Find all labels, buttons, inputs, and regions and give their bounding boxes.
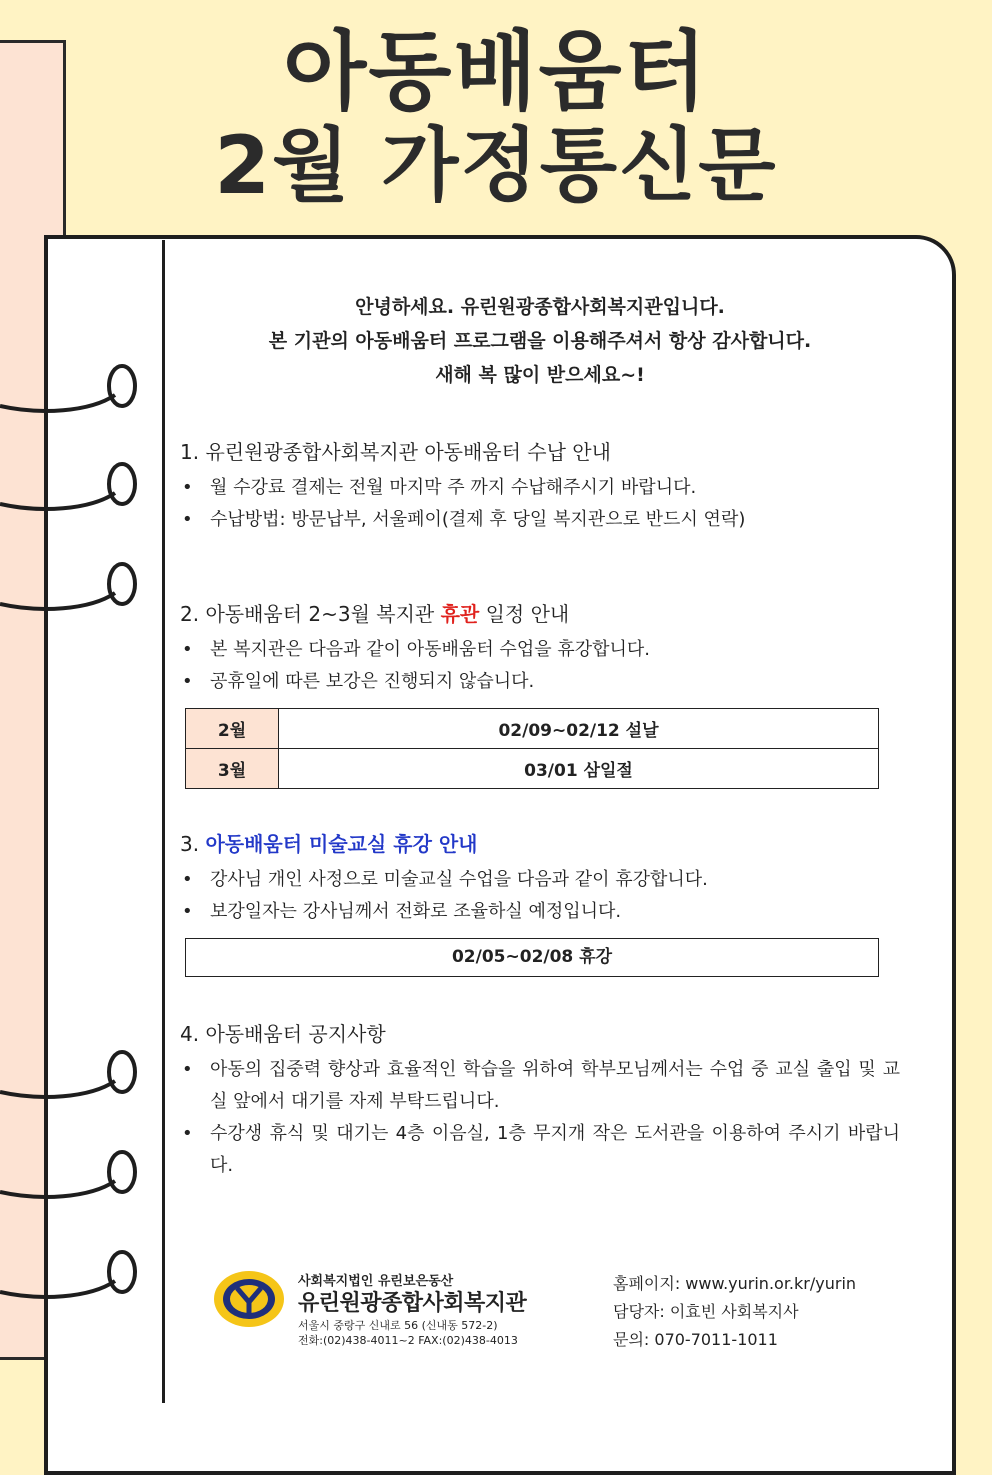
table-cell-month: 3월 — [186, 749, 279, 789]
section-art-class — [180, 830, 900, 928]
greeting-line3: 새해 복 많이 받으세요~! — [435, 364, 645, 386]
spiral-rings — [0, 0, 160, 1403]
homepage: 홈페이지: www.yurin.or.kr/yurin — [613, 1274, 857, 1293]
section-closure — [180, 600, 900, 698]
section3-title: 3. 아동배움터 미술교실 휴강 안내 — [180, 832, 478, 856]
spiral-ring-icon — [0, 1252, 135, 1297]
art-class-highlight: 아동배움터 미술교실 휴강 안내 — [205, 832, 478, 856]
list-item: • 공휴일에 따른 보강은 진행되지 않습니다. — [180, 666, 900, 698]
table-cell-detail: 03/01 삼일절 — [279, 749, 879, 789]
table-row — [186, 709, 879, 749]
inquiry-phone: 문의: 070-7011-1011 — [613, 1330, 778, 1349]
margin-line — [162, 240, 165, 1403]
manager: 담당자: 이효빈 사회복지사 — [613, 1302, 799, 1321]
table-cell-detail: 02/09~02/12 설날 — [279, 709, 879, 749]
greeting-line2: 본 기관의 아동배움터 프로그램을 이용해주셔서 항상 감사합니다. — [268, 330, 812, 352]
greeting-line1: 안녕하세요. 유린원광종합사회복지관입니다. — [355, 296, 725, 318]
list-item: • 수납방법: 방문납부, 서울페이(결제 후 당일 복지관으로 반드시 연락) — [180, 504, 900, 536]
contact-block — [613, 1270, 856, 1354]
organization-block — [298, 1274, 526, 1348]
art-class-closure-box: 02/05~02/08 휴강 — [185, 938, 879, 977]
section4-title: 4. 아동배움터 공지사항 — [180, 1022, 386, 1046]
closure-table — [185, 708, 879, 789]
org-name: 유린원광종합사회복지관 — [298, 1291, 527, 1316]
title-line2: 2월 가정통신문 — [214, 119, 778, 212]
greeting-block — [180, 290, 900, 392]
list-item: • 본 복지관은 다음과 같이 아동배움터 수업을 휴강합니다. — [180, 634, 900, 666]
spiral-ring-icon — [0, 1152, 135, 1197]
closure-highlight: 휴관 — [440, 602, 480, 626]
title-line1: 아동배움터 — [283, 22, 709, 122]
org-phone-fax: 전화:(02)438-4011~2 FAX:(02)438-4013 — [298, 1334, 518, 1347]
table-row — [186, 749, 879, 789]
list-item: • 강사님 개인 사정으로 미술교실 수업을 다음과 같이 휴강합니다. — [180, 864, 900, 896]
list-item: • 월 수강료 결제는 전월 마지막 주 까지 수납해주시기 바랍니다. — [180, 472, 900, 504]
section-notice — [180, 1020, 900, 1182]
section-payment — [180, 438, 900, 536]
list-item: • 수강생 휴식 및 대기는 4층 이음실, 1층 무지개 작은 도서관을 이용하여 주시기 바랍니다. — [180, 1118, 900, 1182]
spiral-ring-icon — [0, 564, 135, 609]
section1-title: 1. 유린원광종합사회복지관 아동배움터 수납 안내 — [180, 440, 611, 464]
spiral-ring-icon — [0, 366, 135, 411]
spiral-ring-icon — [0, 1052, 135, 1097]
corp-name: 사회복지법인 유린보은동산 — [298, 1274, 454, 1289]
spiral-ring-icon — [0, 464, 135, 509]
yurin-logo-icon — [213, 1270, 285, 1328]
list-item: • 아동의 집중력 향상과 효율적인 학습을 위하여 학부모님께서는 수업 중 교실 출입 및 교실 앞에서 대기를 자제 부탁드립니다. — [180, 1054, 900, 1118]
table-cell-month: 2월 — [186, 709, 279, 749]
org-address: 서울시 중랑구 신내로 56 (신내동 572-2) — [298, 1319, 498, 1332]
section2-title: 2. 아동배움터 2~3월 복지관 휴관 일정 안내 — [180, 602, 570, 626]
list-item: • 보강일자는 강사님께서 전화로 조율하실 예정입니다. — [180, 896, 900, 928]
